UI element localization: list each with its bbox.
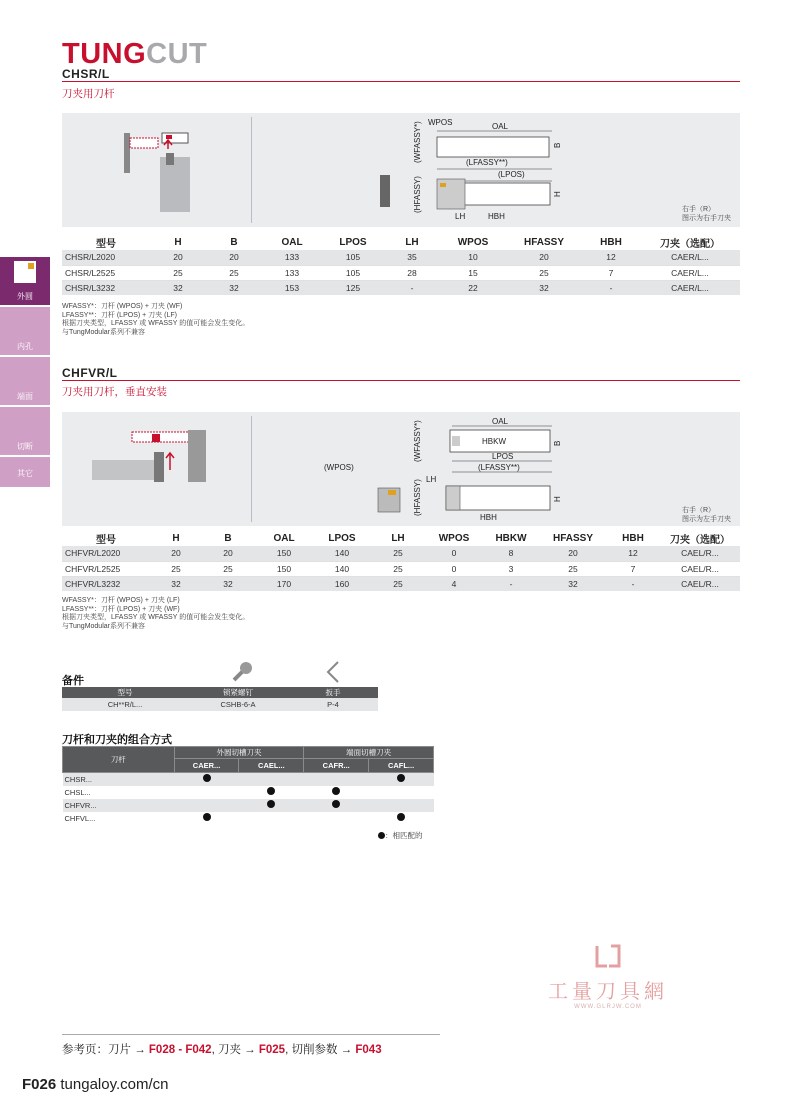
match-cell	[174, 786, 239, 799]
svg-text:HBH: HBH	[488, 212, 505, 221]
reference-line: 参考页：刀片 → F028 - F042, 刀夹 → F025, 切削参数 → F043	[62, 1044, 382, 1056]
spec-header-row: 型号 H B OAL LPOS LH WPOS HBKW HFASSY HBH 刀夹（选配）	[96, 533, 730, 546]
section-subtitle-chfvr: 刀夹用刀杆，垂直安装	[62, 386, 167, 398]
match-cell	[174, 773, 239, 786]
holder-name: CHFVL...	[63, 812, 175, 825]
match-dot-icon	[267, 800, 275, 808]
svg-text:WPOS: WPOS	[428, 118, 453, 127]
match-dot-icon	[332, 787, 340, 795]
chsr-schematic	[62, 113, 740, 227]
tab-cutoff[interactable]	[0, 407, 50, 455]
match-dot-icon	[203, 774, 211, 782]
match-cell	[239, 773, 304, 786]
svg-text:B: B	[553, 142, 562, 148]
match-dot-icon	[378, 832, 385, 839]
ref-link-parameters[interactable]: F043	[355, 1044, 382, 1056]
svg-text:H: H	[553, 191, 562, 197]
tab-label: 外圆	[17, 292, 33, 301]
spec-table-chsr	[62, 235, 740, 295]
notes-chfvr: WFASSY*：刀杆 (WPOS) + 刀夹 (LF) LFASSY**：刀杆 (LPOS) + 刀夹 (WF) 根据刀夹类型，LFASSY 或 WFASSY 的值可能会发生变化。 与TungModular系列不兼容	[62, 597, 250, 630]
svg-text:(WPOS): (WPOS)	[324, 463, 354, 472]
hand-note-chsr: 右手（R） 图示为右手刀夹	[682, 206, 731, 222]
table-row: CH**R/L... CSHB-6-A P-4	[62, 698, 378, 711]
accessories-header-row: 型号 锁紧螺钉 扳手	[62, 687, 378, 698]
match-cell	[369, 786, 434, 799]
table-row: CHSR/L2525 25 25 133 105 28 15 25 7 CAER/L...	[62, 265, 740, 280]
table-row	[63, 786, 434, 799]
match-cell	[174, 812, 239, 825]
svg-text:(LPOS): (LPOS)	[498, 170, 525, 179]
svg-text:LH: LH	[455, 212, 466, 221]
spec-header-row: 型号 H B OAL LPOS LH WPOS HFASSY HBH 刀夹（选配）	[96, 237, 720, 250]
match-dot-icon	[203, 813, 211, 821]
match-cell	[239, 799, 304, 812]
table-row: CHSR/L3232 32 32 153 125 - 22 32 - CAER/L...	[62, 280, 740, 295]
tab-label: 内孔	[17, 342, 33, 351]
holder-name: CHFVR...	[63, 799, 175, 812]
tab-internal[interactable]	[0, 307, 50, 355]
combination-col-row: CAER... CAEL... CAFR... CAFL...	[63, 759, 434, 773]
match-cell	[239, 812, 304, 825]
watermark: 工量刀具網 WWW.GLRJW.COM	[538, 942, 678, 1010]
svg-text:OAL: OAL	[492, 417, 509, 426]
section-rule	[62, 81, 740, 82]
spec-table-chfvr	[62, 531, 740, 591]
hand-note-chfvr: 右手（R） 图示为左手刀夹	[682, 507, 731, 523]
table-row: CHFVR/L3232 32 32 170 160 25 4 - 32 - CAEL/R...	[62, 576, 740, 591]
svg-text:(WFASSY*): (WFASSY*)	[413, 121, 422, 163]
combination-group-row: 刀杆 外圆切槽刀夹 端面切槽刀夹	[63, 747, 434, 759]
match-cell	[239, 786, 304, 799]
match-cell	[369, 799, 434, 812]
section-subtitle-chsr: 刀夹用刀杆	[62, 88, 115, 100]
footer	[22, 1076, 169, 1093]
table-row	[63, 799, 434, 812]
svg-text:HBKW: HBKW	[482, 437, 506, 446]
match-cell	[369, 773, 434, 786]
svg-text:B: B	[553, 440, 562, 446]
site-link[interactable]: tungaloy.com/cn	[60, 1076, 169, 1093]
match-cell	[304, 786, 369, 799]
match-dot-icon	[397, 774, 405, 782]
section-title-chsr: CHSR/L	[62, 67, 110, 81]
page-number: F026	[22, 1076, 57, 1093]
tab-label: 端面	[17, 392, 33, 401]
svg-text:(LFASSY**): (LFASSY**)	[466, 158, 508, 167]
holder-name: CHSR...	[63, 773, 175, 786]
tab-label: 切断	[17, 442, 33, 451]
tab-other[interactable]	[0, 457, 50, 487]
accessories-table	[62, 687, 378, 711]
screw-icon	[230, 660, 254, 684]
table-row: CHFVR/L2525 25 25 150 140 25 0 3 25 7 CAEL/R...	[62, 561, 740, 576]
svg-text:(WFASSY*): (WFASSY*)	[413, 420, 422, 462]
match-cell	[369, 812, 434, 825]
match-dot-icon	[397, 813, 405, 821]
accessories-title: 备件	[62, 675, 84, 687]
notes-chsr: WFASSY*：刀杆 (WPOS) + 刀夹 (WF) LFASSY**：刀杆 (LPOS) + 刀夹 (LF) 根据刀夹类型，LFASSY 或 WFASSY 的值可能会发生变化。 与TungModular系列不兼容	[62, 303, 250, 336]
tab-external[interactable]	[0, 257, 50, 305]
match-cell	[174, 799, 239, 812]
watermark-logo-icon	[593, 942, 623, 970]
svg-text:HBH: HBH	[480, 513, 497, 522]
svg-text:(HFASSY): (HFASSY)	[413, 479, 422, 516]
svg-text:LH: LH	[426, 475, 437, 484]
combination-table	[62, 746, 434, 825]
reference-rule	[62, 1034, 440, 1035]
tab-face[interactable]	[0, 357, 50, 405]
chfvr-schematic	[62, 412, 740, 526]
svg-text:(HFASSY): (HFASSY)	[413, 176, 422, 213]
wrench-icon	[322, 660, 342, 684]
drawing-area-chfvr	[62, 412, 740, 526]
table-row	[63, 812, 434, 825]
ref-link-inserts[interactable]: F028 - F042	[148, 1044, 212, 1056]
match-dot-icon	[332, 800, 340, 808]
table-row: CHSR/L2020 20 20 133 105 35 10 20 12 CAER/L...	[62, 250, 740, 265]
section-title-chfvr: CHFVR/L	[62, 366, 118, 380]
combination-title: 刀杆和刀夹的组合方式	[62, 734, 172, 746]
ref-link-holders[interactable]: F025	[258, 1044, 286, 1056]
match-cell	[304, 799, 369, 812]
svg-text:H: H	[553, 496, 562, 502]
svg-text:LPOS: LPOS	[492, 452, 514, 461]
section-rule	[62, 380, 740, 381]
svg-text:OAL: OAL	[492, 122, 509, 131]
drawing-area-chsr	[62, 113, 740, 227]
match-cell	[304, 773, 369, 786]
table-row	[63, 773, 434, 786]
match-cell	[304, 812, 369, 825]
svg-text:(LFASSY**): (LFASSY**)	[478, 463, 520, 472]
table-row: CHFVR/L2020 20 20 150 140 25 0 8 20 12 CAEL/R...	[62, 546, 740, 561]
combination-legend: ：相匹配的	[378, 830, 423, 841]
match-dot-icon	[267, 787, 275, 795]
holder-name: CHSL...	[63, 786, 175, 799]
brand-logo: TUNGCUT	[62, 38, 208, 70]
tab-label: 其它	[17, 469, 33, 478]
